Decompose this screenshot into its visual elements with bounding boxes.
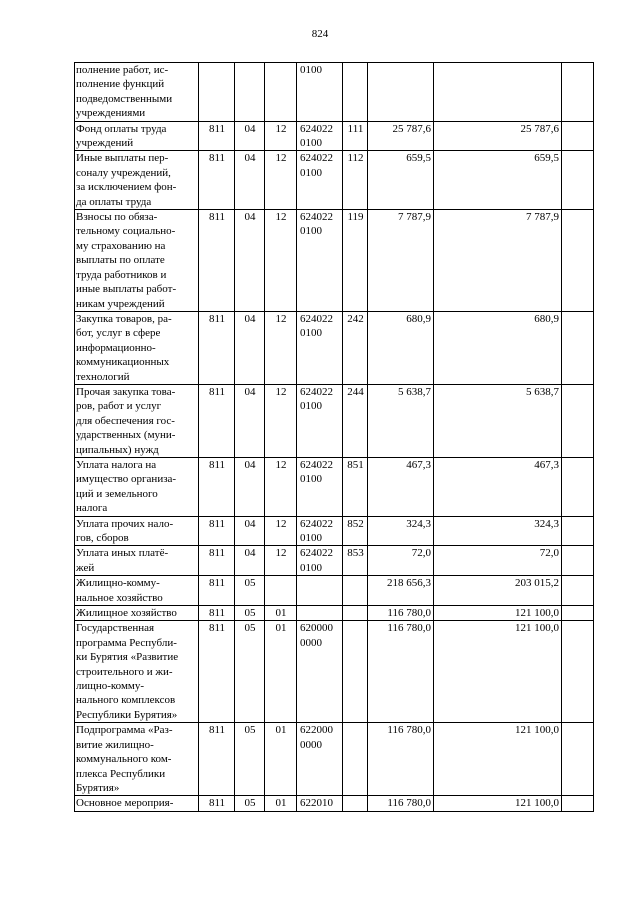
- grbs-code: 811: [199, 546, 235, 576]
- section-code: 04: [235, 546, 265, 576]
- expense-type-code: 244: [343, 384, 368, 457]
- table-row: [75, 546, 594, 576]
- amount-year-2: 203 015,2: [434, 576, 562, 606]
- table-row: [75, 796, 594, 811]
- grbs-code: 811: [199, 796, 235, 811]
- amount-year-2: 121 100,0: [434, 621, 562, 723]
- expense-type-code: 852: [343, 516, 368, 546]
- amount-year-1: 116 780,0: [368, 723, 434, 796]
- table-row: [75, 457, 594, 516]
- amount-year-3: [562, 121, 594, 151]
- amount-year-2: 121 100,0: [434, 723, 562, 796]
- amount-year-1: 25 787,6: [368, 121, 434, 151]
- row-name: Уплата налога на имущество организа- ций и земельного налога: [75, 457, 199, 516]
- grbs-code: [199, 63, 235, 122]
- amount-year-3: [562, 210, 594, 312]
- subsection-code: 01: [265, 606, 297, 621]
- amount-year-2: 121 100,0: [434, 796, 562, 811]
- grbs-code: 811: [199, 311, 235, 384]
- amount-year-3: [562, 63, 594, 122]
- expense-type-code: 112: [343, 151, 368, 210]
- subsection-code: [265, 63, 297, 122]
- budget-table: [74, 62, 594, 812]
- amount-year-3: [562, 546, 594, 576]
- grbs-code: 811: [199, 723, 235, 796]
- amount-year-2: 324,3: [434, 516, 562, 546]
- target-article-code: 622010: [297, 796, 343, 811]
- table-body: [75, 63, 594, 812]
- target-article-code: 624022 0100: [297, 311, 343, 384]
- amount-year-3: [562, 621, 594, 723]
- amount-year-2: 25 787,6: [434, 121, 562, 151]
- table-row: [75, 384, 594, 457]
- subsection-code: 01: [265, 723, 297, 796]
- table-row: [75, 606, 594, 621]
- expense-type-code: 851: [343, 457, 368, 516]
- row-name: Взносы по обяза- тельному социально- му страхованию на выплаты по оплате труда работников и иные выплаты работ- никам учреждений: [75, 210, 199, 312]
- row-name: Основное мероприя-: [75, 796, 199, 811]
- section-code: 05: [235, 621, 265, 723]
- amount-year-1: 72,0: [368, 546, 434, 576]
- section-code: 04: [235, 457, 265, 516]
- amount-year-3: [562, 457, 594, 516]
- section-code: 05: [235, 796, 265, 811]
- grbs-code: 811: [199, 516, 235, 546]
- section-code: 05: [235, 576, 265, 606]
- amount-year-1: 116 780,0: [368, 621, 434, 723]
- grbs-code: 811: [199, 457, 235, 516]
- amount-year-3: [562, 311, 594, 384]
- expense-type-code: [343, 606, 368, 621]
- subsection-code: 12: [265, 457, 297, 516]
- subsection-code: 12: [265, 210, 297, 312]
- section-code: 05: [235, 723, 265, 796]
- target-article-code: 624022 0100: [297, 516, 343, 546]
- amount-year-1: 324,3: [368, 516, 434, 546]
- expense-type-code: [343, 63, 368, 122]
- amount-year-1: 467,3: [368, 457, 434, 516]
- grbs-code: 811: [199, 621, 235, 723]
- section-code: 05: [235, 606, 265, 621]
- section-code: 04: [235, 151, 265, 210]
- expense-type-code: 853: [343, 546, 368, 576]
- grbs-code: 811: [199, 606, 235, 621]
- amount-year-2: 72,0: [434, 546, 562, 576]
- table-row: [75, 210, 594, 312]
- expense-type-code: [343, 796, 368, 811]
- target-article-code: 622000 0000: [297, 723, 343, 796]
- amount-year-1: 7 787,9: [368, 210, 434, 312]
- expense-type-code: [343, 576, 368, 606]
- row-name: Жилищное хозяйство: [75, 606, 199, 621]
- grbs-code: 811: [199, 576, 235, 606]
- expense-type-code: 119: [343, 210, 368, 312]
- amount-year-1: [368, 63, 434, 122]
- target-article-code: 624022 0100: [297, 384, 343, 457]
- amount-year-2: 467,3: [434, 457, 562, 516]
- target-article-code: 624022 0100: [297, 121, 343, 151]
- section-code: 04: [235, 210, 265, 312]
- amount-year-2: 121 100,0: [434, 606, 562, 621]
- target-article-code: 624022 0100: [297, 151, 343, 210]
- row-name: Жилищно-комму- нальное хозяйство: [75, 576, 199, 606]
- subsection-code: 01: [265, 796, 297, 811]
- expense-type-code: [343, 621, 368, 723]
- section-code: 04: [235, 384, 265, 457]
- subsection-code: [265, 576, 297, 606]
- amount-year-2: 680,9: [434, 311, 562, 384]
- table-row: [75, 151, 594, 210]
- row-name: полнение работ, ис- полнение функций подведомственными учреждениями: [75, 63, 199, 122]
- amount-year-1: 116 780,0: [368, 796, 434, 811]
- row-name: Иные выплаты пер- соналу учреждений, за исключением фон- да оплаты труда: [75, 151, 199, 210]
- amount-year-2: [434, 63, 562, 122]
- amount-year-1: 680,9: [368, 311, 434, 384]
- amount-year-3: [562, 151, 594, 210]
- table-row: [75, 516, 594, 546]
- row-name: Фонд оплаты труда учреждений: [75, 121, 199, 151]
- amount-year-1: 116 780,0: [368, 606, 434, 621]
- section-code: 04: [235, 311, 265, 384]
- expense-type-code: [343, 723, 368, 796]
- section-code: 04: [235, 516, 265, 546]
- target-article-code: [297, 606, 343, 621]
- target-article-code: 0100: [297, 63, 343, 122]
- table-row: [75, 576, 594, 606]
- table-row: [75, 621, 594, 723]
- expense-type-code: 111: [343, 121, 368, 151]
- amount-year-3: [562, 516, 594, 546]
- row-name: Государственная программа Республи- ки Бурятия «Развитие строительного и жи- лищно-комму- нального комплексов Республики Бурятия»: [75, 621, 199, 723]
- target-article-code: [297, 576, 343, 606]
- subsection-code: 12: [265, 384, 297, 457]
- amount-year-3: [562, 796, 594, 811]
- table-row: [75, 723, 594, 796]
- amount-year-2: 659,5: [434, 151, 562, 210]
- row-name: Уплата иных платё- жей: [75, 546, 199, 576]
- subsection-code: 12: [265, 516, 297, 546]
- target-article-code: 620000 0000: [297, 621, 343, 723]
- target-article-code: 624022 0100: [297, 546, 343, 576]
- row-name: Закупка товаров, ра- бот, услуг в сфере информационно- коммуникационных технологий: [75, 311, 199, 384]
- amount-year-2: 7 787,9: [434, 210, 562, 312]
- row-name: Подпрограмма «Раз- витие жилищно- коммунального ком- плекса Республики Бурятия»: [75, 723, 199, 796]
- row-name: Прочая закупка това- ров, работ и услуг для обеспечения гос- ударственных (муни- ципальных) нужд: [75, 384, 199, 457]
- grbs-code: 811: [199, 210, 235, 312]
- grbs-code: 811: [199, 151, 235, 210]
- amount-year-3: [562, 576, 594, 606]
- page-number: 824: [311, 28, 329, 40]
- amount-year-3: [562, 606, 594, 621]
- table-row: [75, 311, 594, 384]
- table-row: [75, 121, 594, 151]
- subsection-code: 01: [265, 621, 297, 723]
- amount-year-2: 5 638,7: [434, 384, 562, 457]
- target-article-code: 624022 0100: [297, 457, 343, 516]
- subsection-code: 12: [265, 151, 297, 210]
- amount-year-1: 659,5: [368, 151, 434, 210]
- section-code: [235, 63, 265, 122]
- target-article-code: 624022 0100: [297, 210, 343, 312]
- subsection-code: 12: [265, 546, 297, 576]
- expense-type-code: 242: [343, 311, 368, 384]
- amount-year-1: 218 656,3: [368, 576, 434, 606]
- table-row: [75, 63, 594, 122]
- amount-year-1: 5 638,7: [368, 384, 434, 457]
- grbs-code: 811: [199, 121, 235, 151]
- subsection-code: 12: [265, 121, 297, 151]
- amount-year-3: [562, 384, 594, 457]
- subsection-code: 12: [265, 311, 297, 384]
- row-name: Уплата прочих нало- гов, сборов: [75, 516, 199, 546]
- grbs-code: 811: [199, 384, 235, 457]
- section-code: 04: [235, 121, 265, 151]
- amount-year-3: [562, 723, 594, 796]
